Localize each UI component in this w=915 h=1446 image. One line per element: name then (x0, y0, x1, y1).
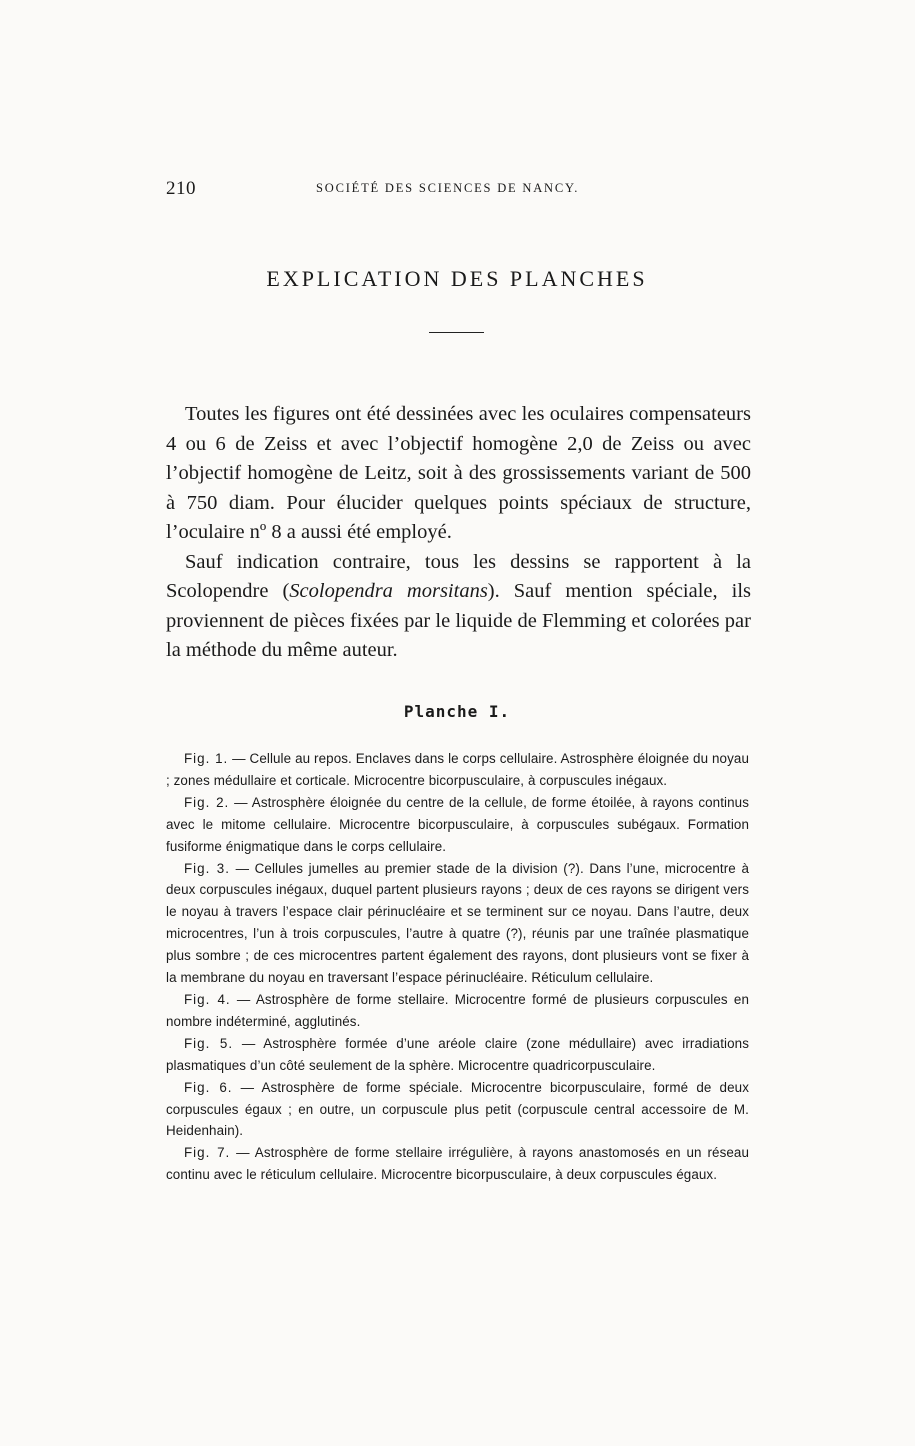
figure-label: Fig. 1. (184, 751, 229, 766)
figure-label: Fig. 4. (184, 991, 231, 1007)
figure-caption (166, 1077, 749, 1143)
figure-text: — Astrosphère formée d’une aréole claire (zone médullaire) avec irradiations plasmatiques d’un côté seulement de la sphère. Microcentre quadricorpusculaire. (166, 1035, 749, 1073)
figure-text: — Astrosphère de forme spéciale. Microcentre bicorpusculaire, formé de deux corpuscules égaux ; en outre, un corpuscule plus petit (corpuscule central accessoire de M. Heidenhain). (166, 1079, 749, 1139)
section-title: EXPLICATION DES PLANCHES (266, 266, 648, 291)
figure-captions (166, 748, 749, 1186)
figure-caption (166, 748, 749, 792)
figure-label: Fig. 2. (184, 794, 230, 810)
plate-heading: Planche I. (403, 702, 511, 721)
figure-caption (166, 1033, 749, 1077)
figure-text: — Astrosphère éloignée du centre de la cellule, de forme étoilée, à rayons continus avec le mitome cellulaire. Microcentre bicorpusculaire, à corpuscules subégaux. Formation fusiforme énigmatique dans le corps cellulaire. (166, 794, 750, 854)
figure-label: Fig. 5. (184, 1035, 234, 1051)
figure-text: — Cellules jumelles au premier stade de la division (?). Dans l’une, microcentre à deux corpuscules inégaux, duquel partent plusieurs rayons ; deux de ces rayons se dirigent vers le noyau à travers l’espace clair périnucléaire et se terminent sur ce noyau. Dans l’autre, deux microcentres, l’un à trois corpuscules, l’autre à quatre (?), réunis par une traînée plasmatique plus sombre ; de ces microcentres partent également des rayons, dont plusieurs vont se fixer à la membrane du noyau en traversant l’espace périnucléaire. Réticulum cellulaire. (166, 860, 749, 986)
intro-paragraph-1: Toutes les figures ont été dessinées avec les oculaires compensateurs 4 ou 6 de Zeiss et avec l’objectif homogène 2,0 de Zeiss ou avec l’objectif homogène de Leitz, soit à des grossissements variant de 500 à 750 diam. Pour élucider quelques points spéciaux de structure, l’oculaire nº 8 a aussi été employé. (166, 403, 751, 543)
figure-label: Fig. 3. (184, 860, 230, 876)
figure-caption (166, 858, 749, 989)
figure-label: Fig. 6. (184, 1079, 233, 1095)
figure-text: — Astrosphère de forme stellaire. Microcentre formé de plusieurs corpuscules en nombre indéterminé, agglutinés. (166, 991, 749, 1029)
title-rule (429, 332, 484, 333)
page-number: 210 (166, 178, 196, 199)
running-head (166, 178, 748, 200)
intro-p2-end: ). Sauf mention spéciale, ils proviennent de pièces fixées par le liquide de Flemming et colorées par la méthode du même auteur. (166, 580, 751, 661)
figure-caption (166, 989, 749, 1033)
figure-text: — Cellule au repos. Enclaves dans le corps cellulaire. Astrosphère éloignée du noyau ; zones médullaire et corticale. Microcentre bicorpusculaire, à corpuscules inégaux. (166, 751, 749, 788)
figure-caption (166, 1142, 749, 1186)
intro-p2-start: Sauf indication contraire, tous les dessins se rapportent à la Scolopendre ( (166, 550, 751, 602)
figure-text: — Astrosphère de forme stellaire irrégulière, à rayons anastomosés en un réseau continu avec le réticulum cellulaire. Microcentre bicorpusculaire, à deux corpuscules égaux. (166, 1145, 750, 1183)
species-name: Scolopendra morsitans (289, 580, 488, 602)
figure-caption (166, 792, 749, 858)
intro-text (166, 400, 751, 666)
journal-title: SOCIÉTÉ DES SCIENCES DE NANCY. (316, 181, 580, 195)
figure-label: Fig. 7. (184, 1145, 231, 1161)
intro-paragraph-2 (166, 548, 751, 666)
